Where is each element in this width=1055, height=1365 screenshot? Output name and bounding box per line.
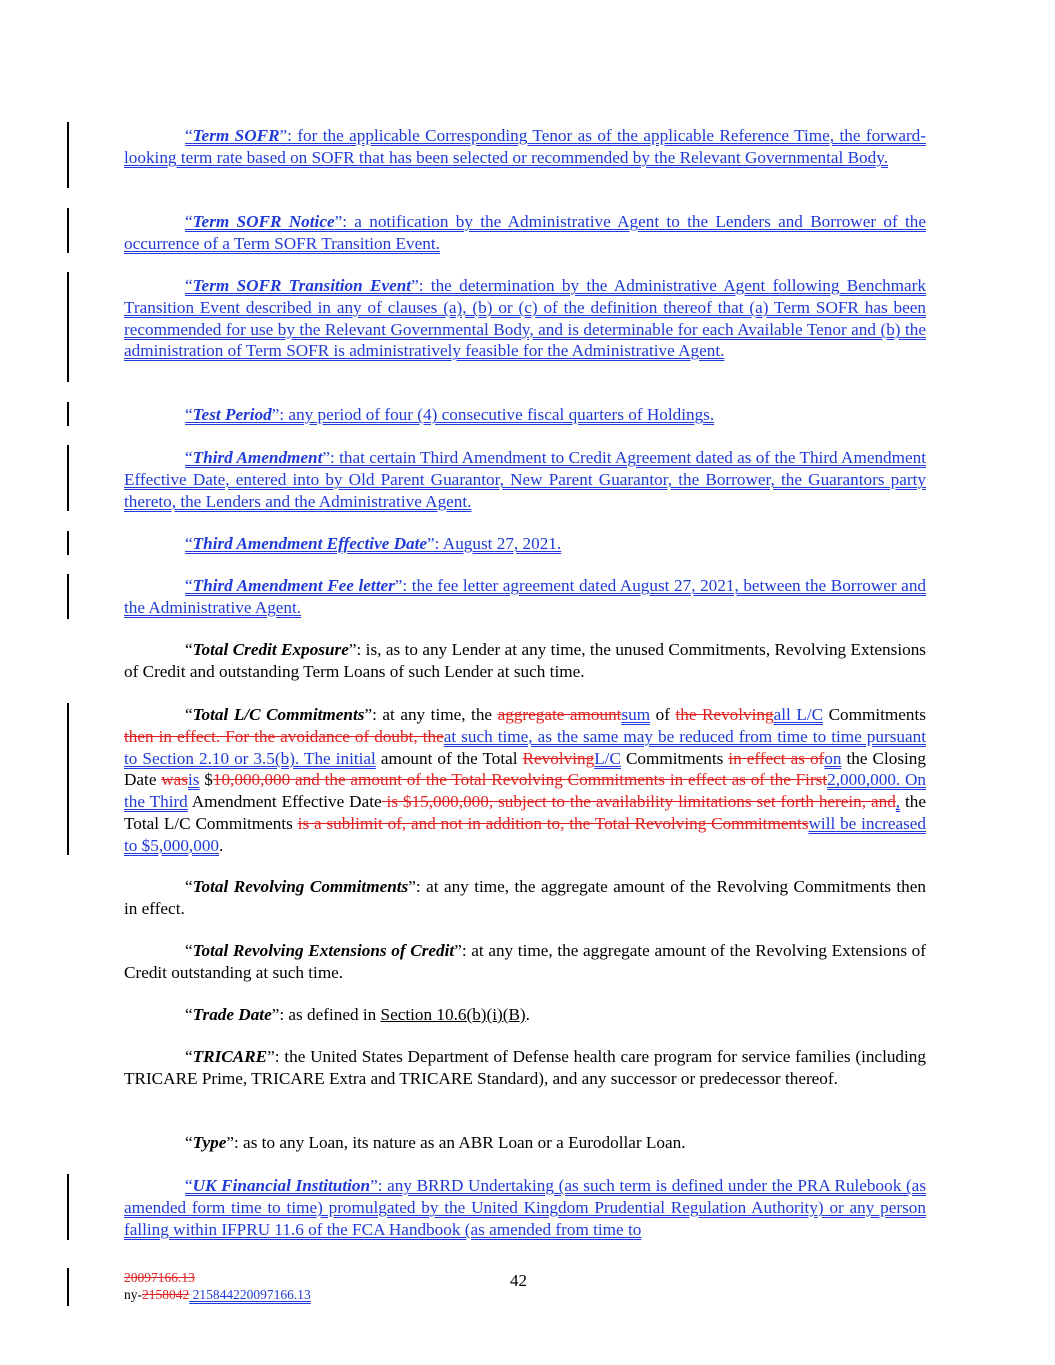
deleted-text: Revolving <box>522 748 595 768</box>
inserted-text: ”: any BRRD Undertaking (as such term is defined under the PRA Rulebook (as amended form time to time) promulgated by the United Kingdom Prudential Regulation Authority) or any person falling within IFPRU 11.6 of the FCA Handbook (as amended from time to <box>124 1176 927 1239</box>
inserted-text: “ <box>185 276 193 295</box>
docid-prefix: ny- <box>124 1287 142 1302</box>
docid-inserted: 215844220097166.13 <box>189 1287 311 1302</box>
deleted-text: then in effect. For the avoidance of doubt, the <box>124 726 444 746</box>
change-bar <box>67 1268 69 1306</box>
definition-term-sofr-notice <box>124 211 926 255</box>
deleted-text: aggregate amount <box>497 705 622 724</box>
body-text: of <box>650 705 676 724</box>
body-text: Amendment Effective Date <box>187 792 382 812</box>
change-bar <box>67 272 69 382</box>
inserted-text: ”: any period of four (4) consecutive fiscal quarters of Holdings. <box>271 405 715 424</box>
inserted-text: on <box>824 748 842 768</box>
change-bar <box>67 122 69 188</box>
inserted-text: “ <box>185 126 193 145</box>
inserted-defined-term: Term SOFR <box>192 126 280 145</box>
body-text: ”: as defined in <box>271 1005 381 1024</box>
definition-term-sofr-transition-event <box>124 275 926 362</box>
body-text: ”: at any time, the aggregate amount of the Revolving Extensions of Credit outstanding at such time. <box>124 941 926 982</box>
definition-uk-financial-institution <box>124 1175 926 1240</box>
body-text: the Total L/C Commitments <box>124 792 926 833</box>
defined-term: TRICARE <box>192 1047 268 1066</box>
change-bar <box>67 531 69 555</box>
definition-total-lc-commitments <box>124 704 926 857</box>
body-text: Commitments <box>620 748 729 768</box>
defined-term: Total Revolving Commitments <box>192 877 409 896</box>
inserted-text: L/C <box>594 748 621 768</box>
inserted-defined-term: Third Amendment Effective Date <box>192 534 428 553</box>
body-text: “ <box>185 941 193 960</box>
deleted-text: is a sublimit of, and not in addition to, the Total Revolving Commitments <box>297 813 809 833</box>
definition-total-revolving-extensions <box>124 940 926 984</box>
definition-type <box>124 1132 926 1154</box>
section-reference: Section 10.6(b)(i)(B) <box>380 1005 526 1024</box>
inserted-text: ”: August 27, 2021. <box>427 534 562 553</box>
body-text: ”: at any time, the <box>364 705 498 724</box>
body-text: ”: as to any Loan, its nature as an ABR Loan or a Eurodollar Loan. <box>226 1133 686 1152</box>
change-bar <box>67 574 69 619</box>
defined-term: Trade Date <box>192 1005 272 1024</box>
change-bar <box>67 1174 69 1240</box>
defined-term: Total Revolving Extensions of Credit <box>192 941 455 960</box>
inserted-defined-term: Third Amendment Fee letter <box>192 576 395 595</box>
deleted-text: 10,000,000 and the amount of the Total Revolving Commitments in effect as of the First <box>212 770 828 790</box>
inserted-defined-term: UK Financial Institution <box>192 1176 371 1195</box>
definition-third-amendment-fee-letter <box>124 575 926 619</box>
docid-deleted: 2158042 <box>142 1287 190 1302</box>
definition-third-amendment <box>124 447 926 512</box>
body-text: “ <box>185 705 193 724</box>
body-text: the Closing Date <box>124 748 926 790</box>
inserted-defined-term: Third Amendment <box>192 448 323 467</box>
inserted-text: ”: the determination by the Administrative Agent following Benchmark Transition Event described in any of clauses (a), (b) or (c) of the definition thereof that (a) Term SOFR has been recommended for use by the Relevant Governmental Body, and is determinable for each Available Tenor and (b) the administration of Term SOFR is administratively feasible for the Administrative Agent. <box>124 276 926 361</box>
body-text: “ <box>185 877 193 896</box>
body-text: “ <box>185 1133 193 1152</box>
body-text: . <box>525 1005 530 1024</box>
inserted-text: at such time, as the same may be reduced from time to time pursuant to Section 2.10 or 3.5(b). The initial <box>124 726 926 768</box>
definition-tricare <box>124 1046 926 1090</box>
deleted-text: the Revolving <box>675 705 774 724</box>
body-text: “ <box>185 1047 193 1066</box>
defined-term: Total L/C Commitments <box>192 705 365 724</box>
body-text: . <box>219 835 224 855</box>
change-bar <box>67 703 69 855</box>
definition-test-period <box>124 404 926 426</box>
inserted-text: “ <box>185 1176 193 1195</box>
inserted-text: , <box>895 792 901 812</box>
definition-term-sofr <box>124 125 926 169</box>
inserted-defined-term: Term SOFR Notice <box>192 212 335 231</box>
inserted-text: all L/C <box>773 705 824 724</box>
document-id-deleted <box>124 1270 195 1286</box>
definition-total-revolving-commitments <box>124 876 926 920</box>
defined-term: Total Credit Exposure <box>192 640 349 659</box>
inserted-defined-term: Test Period <box>192 405 272 424</box>
inserted-text: 2,000,000. On the Third <box>124 770 927 812</box>
inserted-text: “ <box>185 448 193 467</box>
document-id <box>124 1287 311 1303</box>
inserted-text: ”: a notification by the Administrative Agent to the Lenders and Borrower of the occurrence of a Term SOFR Transition Event. <box>124 212 926 253</box>
inserted-text: is <box>187 770 200 790</box>
deleted-text: is $15,000,000, subject to the availability limitations set forth herein, and <box>381 792 896 812</box>
body-text: ”: is, as to any Lender at any time, the unused Commitments, Revolving Extensions of Credit and outstanding Term Loans of such Lender at such time. <box>124 640 926 681</box>
inserted-text: sum <box>621 705 651 724</box>
body-text: Commitments <box>823 705 926 724</box>
definition-trade-date <box>124 1004 926 1026</box>
inserted-text: ”: the fee letter agreement dated August 27, 2021, between the Borrower and the Administrative Agent. <box>124 576 927 617</box>
deleted-text: in effect as of <box>728 748 825 768</box>
inserted-text: ”: for the applicable Corresponding Tenor as of the applicable Reference Time, the forward-looking term rate based on SOFR that has been selected or recommended by the Relevant Governmental Body. <box>124 126 926 167</box>
body-text: ”: the United States Department of Defense health care program for service families (including TRICARE Prime, TRICARE Extra and TRICARE Standard), and any successor or predecessor thereof. <box>124 1047 926 1088</box>
page-number: 42 <box>510 1271 527 1290</box>
inserted-text: “ <box>185 576 193 595</box>
change-bar <box>67 402 69 426</box>
inserted-text: “ <box>185 405 193 424</box>
inserted-text: “ <box>185 212 193 231</box>
inserted-defined-term: Term SOFR Transition Event <box>192 276 412 295</box>
change-bar <box>67 445 69 511</box>
body-text: amount of the Total <box>375 748 523 768</box>
docid-line1: 20097166.13 <box>124 1270 195 1285</box>
defined-term: Type <box>192 1133 227 1152</box>
definition-total-credit-exposure <box>124 639 926 683</box>
inserted-text: ”: that certain Third Amendment to Credit Agreement dated as of the Third Amendment Effective Date, entered into by Old Parent Guarantor, New Parent Guarantor, the Borrower, the Guarantors party thereto, the Lenders and the Administrative Agent. <box>124 448 926 511</box>
change-bar <box>67 208 69 253</box>
definition-third-amendment-effective-date <box>124 533 926 555</box>
deleted-text: was <box>161 770 188 790</box>
inserted-text: “ <box>185 534 193 553</box>
inserted-text: will be increased to $5,000,000 <box>124 813 927 855</box>
body-text: “ <box>185 640 193 659</box>
body-text: “ <box>185 1005 193 1024</box>
body-text: ”: at any time, the aggregate amount of the Revolving Commitments then in effect. <box>124 877 926 918</box>
body-text: $ <box>199 770 213 790</box>
